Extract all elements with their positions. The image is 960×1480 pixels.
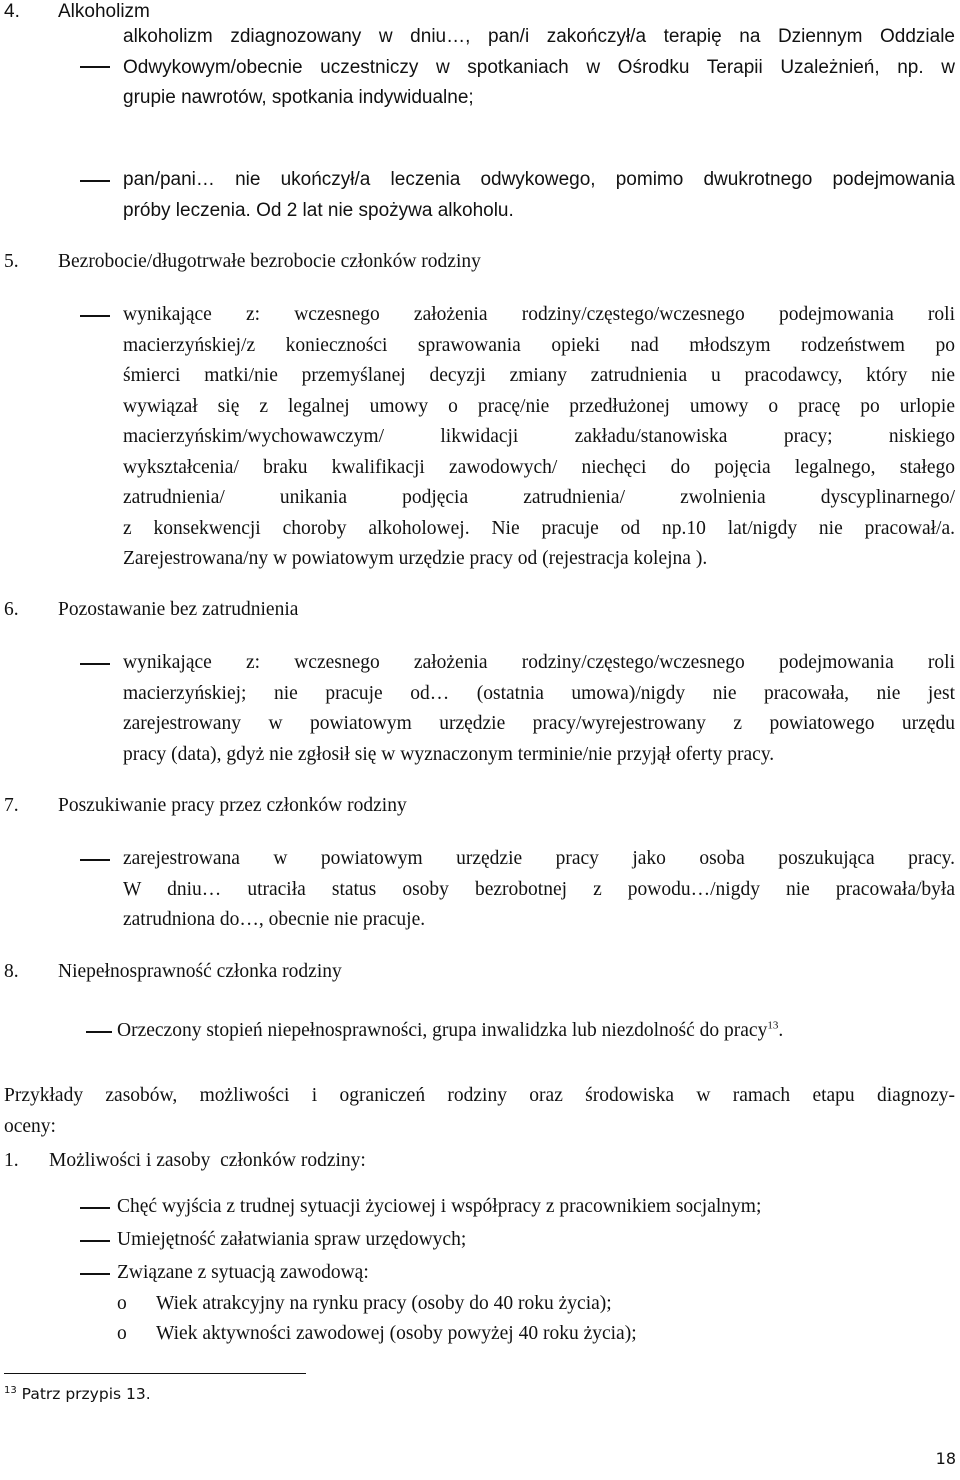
section-8-item-1: Orzeczony stopień niepełnosprawności, grupa inwalidzka lub niezdolność do pracy$^{13}$.: [117, 1019, 784, 1041]
list-1-item-2: Umiejętność załatwiania spraw urzędowych;: [117, 1229, 467, 1250]
section-8-number: 8.: [4, 961, 19, 982]
list-1-item-3: Związane z sytuacją zawodową:: [117, 1262, 369, 1283]
page-number: 18: [935, 1449, 956, 1468]
section-5-item-1: wynikające z: wczesnego założenia rodziny/częstego/wczesnego podejmowania roli macierzyńskiej/z konieczności sprawowania opieki nad młodszym rodzeństwem po śmierci matki/nie przemyślanej decyzji zmiany zatrudnienia u pracodawcy, który nie wywiązał się z legalnej umowy o pracę/nie przedłużonej umowy o pracę po urlopie macierzyńskim/wychowawczym/ likwidacji zakładu/stanowiska pracy; niskiego wykształcenia/ braku kwalifikacji zawodowych/ niechęci do pojęcia legalnego, stałego zatrudnienia/ unikania podjęcia zatrudnienia/ zwolnienia dyscyplinarnego/ z konsekwencji choroby alkoholowej. Nie pracuje od np.10 lat/nigdy nie pracował/a. Zarejestrowana/ny w powiatowym urzędzie pracy od (rejestracja kolejna ).: [123, 304, 955, 569]
dash-bullet-icon: [80, 1207, 110, 1209]
footnote-reference[interactable]: 13: [767, 1019, 779, 1032]
section-7-title: Poszukiwanie pracy przez członków rodziny: [58, 795, 407, 816]
dash-bullet-icon: [80, 66, 110, 68]
intro-paragraph: Przykłady zasobów, możliwości i ograniczeń rodziny oraz środowiska w ramach etapu diagnozy- oceny:: [4, 1085, 955, 1137]
section-6-title: Pozostawanie bez zatrudnienia: [58, 599, 299, 620]
section-8-title: Niepełnosprawność członka rodziny: [58, 961, 342, 982]
list-1-item-1: Chęć wyjścia z trudnej sytuacji życiowej i współpracy z pracownikiem socjalnym;: [117, 1196, 762, 1217]
list-1-number: 1.: [4, 1150, 19, 1171]
circle-bullet-icon: o: [117, 1293, 127, 1314]
list-1-subitem-2: Wiek aktywności zawodowej (osoby powyżej 40 roku życia);: [156, 1323, 637, 1344]
section-4-title: Alkoholizm: [58, 1, 150, 22]
circle-bullet-icon: o: [117, 1323, 127, 1344]
section-7-item-1: zarejestrowana w powiatowym urzędzie pracy jako osoba poszukująca pracy. W dniu… utraciła status osoby bezrobotnej z powodu…/nigdy nie pracowała/była zatrudniona do…, obecnie nie pracuje.: [123, 848, 955, 930]
dash-bullet-icon: [80, 663, 110, 665]
footnote: [4, 1384, 151, 1404]
dash-bullet-icon: [80, 1240, 110, 1242]
section-4-number: 4.: [4, 1, 20, 22]
section-5-title: Bezrobocie/długotrwałe bezrobocie członków rodziny: [58, 251, 481, 272]
section-6-number: 6.: [4, 599, 19, 620]
dash-bullet-icon: [80, 180, 110, 182]
section-4-item-2: pan/pani… nie ukończył/a leczenia odwykowego, pomimo dwukrotnego podejmowania próby leczenia. Od 2 lat nie spożywa alkoholu.: [123, 169, 955, 221]
dash-bullet-icon: [80, 315, 110, 317]
list-1-subitem-1: Wiek atrakcyjny na rynku pracy (osoby do 40 roku życia);: [156, 1293, 612, 1314]
section-6-item-1: wynikające z: wczesnego założenia rodziny/częstego/wczesnego podejmowania roli macierzyńskiej; nie pracuje od… (ostatnia umowa)/nigdy nie pracowała, nie jest zarejestrowany w powiatowym urzędzie pracy/wyrejestrowany z powiatowego urzędu pracy (data), gdyż nie zgłosił się w wyznaczonym terminie/nie przyjął oferty pracy.: [123, 652, 955, 765]
dash-bullet-icon: [86, 1031, 112, 1033]
footnote-number: 13: [4, 1384, 17, 1396]
footnote-separator: [4, 1373, 306, 1374]
footnote-text: Patrz przypis 13.: [21, 1385, 151, 1403]
list-1-title: Możliwości i zasoby członków rodziny:: [49, 1150, 366, 1171]
dash-bullet-icon: [80, 859, 110, 861]
section-4-item-1: alkoholizm zdiagnozowany w dniu…, pan/i zakończył/a terapię na Dziennym Oddziale Odwykowym/obecnie uczestniczy w spotkaniach w Ośrodku Terapii Uzależnień, np. w grupie nawrotów, spotkania indywidualne;: [123, 26, 955, 108]
section-7-number: 7.: [4, 795, 19, 816]
dash-bullet-icon: [80, 1273, 110, 1275]
section-5-number: 5.: [4, 251, 19, 272]
